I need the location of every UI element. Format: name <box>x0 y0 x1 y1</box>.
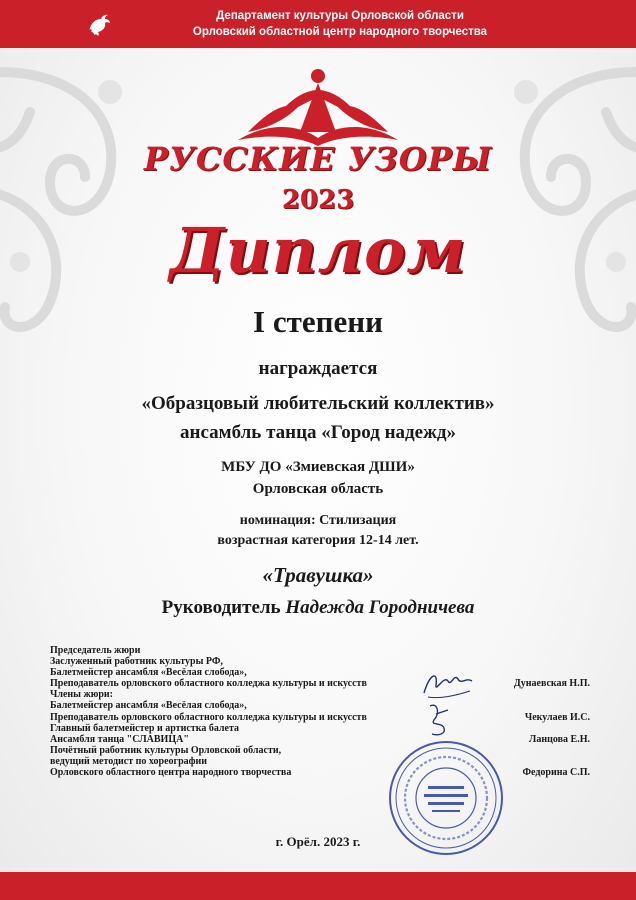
jury-role: Заслуженный работник культуры РФ, <box>50 656 223 668</box>
piece-title: «Травушка» <box>262 563 374 587</box>
jury-list <box>50 645 590 778</box>
leader-name: Надежда Городничева <box>285 597 475 618</box>
jury-row <box>50 700 590 711</box>
folk-dancer-emblem-icon <box>228 62 408 148</box>
jury-role: Балетмейстер ансамбля «Весёлая слобода», <box>50 700 247 712</box>
jury-row <box>50 712 590 723</box>
jury-role: Преподаватель орловского областного колледжа культуры и искусств <box>50 678 367 690</box>
jury-role: Главный балетмейстер и артистка балета <box>50 722 239 734</box>
diploma-degree: I степени <box>253 304 383 339</box>
school-name: МБУ ДО «Змиевская ДШИ» <box>221 459 415 475</box>
jury-row <box>50 645 590 656</box>
awarded-label: награждается <box>258 358 378 379</box>
jury-role: Орловского областного центра народного творчества <box>50 767 292 779</box>
jury-role: Балетмейстер ансамбля «Весёлая слобода», <box>50 667 247 679</box>
jury-row <box>50 745 590 756</box>
jury-role: Почётный работник культуры Орловской области, <box>50 744 282 756</box>
collective-line-1: «Образцовый любительский коллектив» <box>141 393 495 414</box>
nomination: номинация: Стилизация <box>239 513 397 528</box>
header-department: Департамент культуры Орловской области <box>216 10 464 22</box>
jury-row <box>50 667 590 678</box>
jury-row <box>50 656 590 667</box>
jury-member-name: Дунаевская Н.П. <box>513 678 590 690</box>
jury-row <box>50 756 590 767</box>
signature-chair <box>420 663 476 705</box>
collective-line-2: ансамбль танца «Город надежд» <box>180 422 456 443</box>
jury-member-name: Федорина С.П. <box>522 767 590 779</box>
jury-row <box>50 734 590 745</box>
jury-role: Ансамбля танца "СЛАВИЦА" <box>50 733 189 745</box>
festival-year: 2023 <box>281 185 355 215</box>
jury-role: Преподаватель орловского областного колледжа культуры и искусств <box>50 711 367 723</box>
jury-role: Председатель жюри <box>50 645 141 656</box>
age-category: возрастная категория 12-14 лет. <box>217 533 419 548</box>
diploma-title: Диплом <box>169 214 467 287</box>
footer-bar <box>0 872 636 900</box>
header-center: Орловский областной центр народного творчества <box>192 26 488 38</box>
jury-row <box>50 678 590 689</box>
bird-logo-icon <box>84 8 116 40</box>
jury-row <box>50 723 590 734</box>
jury-role: ведущий методист по хореографии <box>50 755 208 767</box>
leader-line <box>0 597 636 619</box>
jury-row <box>50 689 590 700</box>
header-bar <box>0 0 636 48</box>
leader-label: Руководитель <box>161 597 281 618</box>
jury-role: Члены жюри: <box>50 689 114 701</box>
region-name: Орловская область <box>252 481 384 497</box>
jury-member-name: Чекулаев И.С. <box>524 711 590 723</box>
signature-member <box>424 700 454 740</box>
jury-member-name: Ланцова Е.Н. <box>528 733 590 745</box>
jury-row <box>50 767 590 778</box>
city-year-footer: г. Орёл. 2023 г. <box>275 834 361 849</box>
festival-name: РУССКИЕ УЗОРЫ <box>143 140 493 178</box>
